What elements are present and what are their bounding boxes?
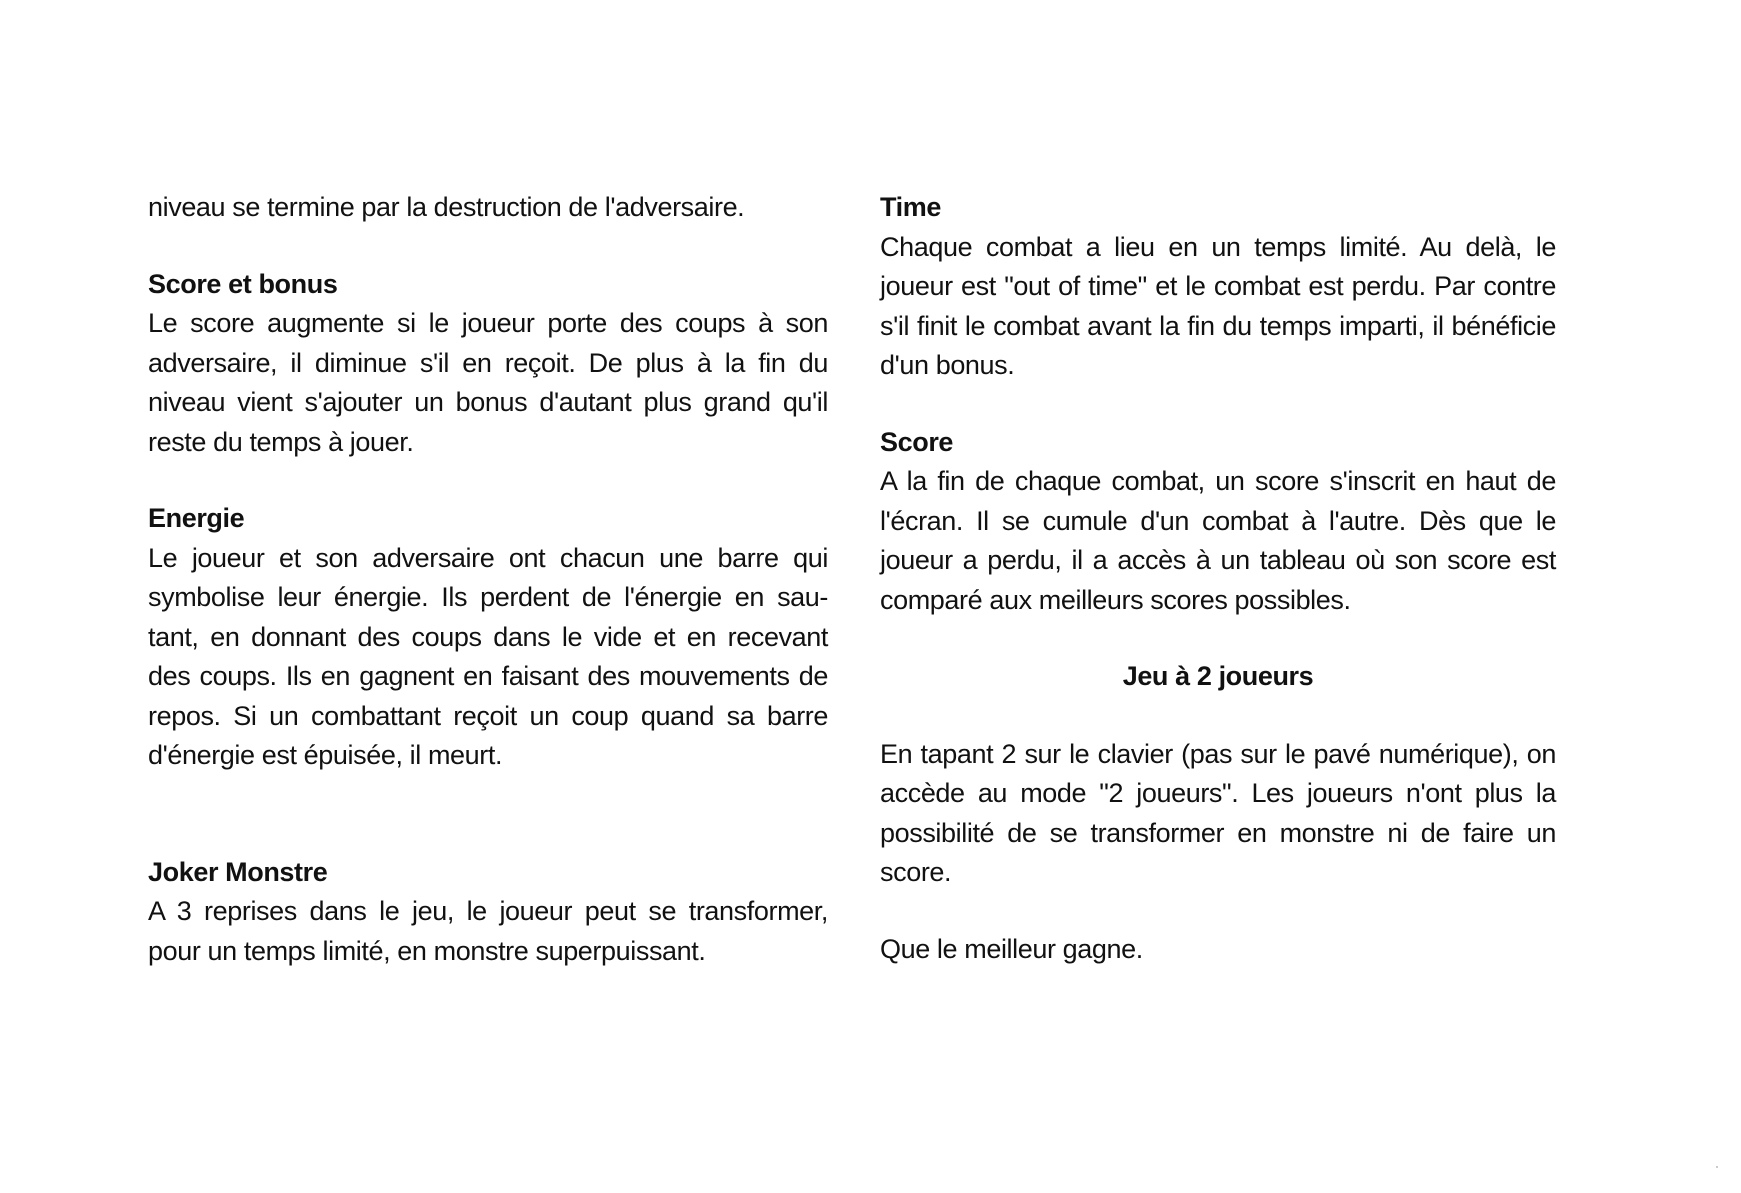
heading-joker-monstre: Joker Monstre	[148, 856, 328, 887]
heading-score-et-bonus: Score et bonus	[148, 268, 338, 299]
heading-two-player: Jeu à 2 joueurs	[1122, 661, 1314, 691]
scan-speck	[1716, 1166, 1718, 1168]
heading-energie: Energie	[148, 503, 245, 533]
paragraph-time: Chaque combat a lieu en un temps limité. Au delà, le joueur est "out of time" et le combat est perdu. Par contre s'il finit le combat avant la fin du temps imparti, il bénéficie d'un bonus.	[880, 231, 1556, 380]
right-column	[880, 188, 1556, 969]
paragraph-joker-monstre: A 3 reprises dans le jeu, le joueur peut se transformer, pour un temps limité, en monstre superpuissant.	[148, 896, 828, 966]
closing-line: Que le meilleur gagne.	[880, 933, 1143, 964]
paragraph-energie: Le joueur et son adversaire ont chacun une barre qui symbolise leur énergie. Ils perdent de l'énergie en sau-tant, en donnant des coups dans le vide et en recevant des coups. Ils en gagnent en faisant des mouvements de repos. Si un combattant reçoit un coup quand sa barre d'énergie est épuisée, il meurt.	[148, 542, 828, 770]
heading-score: Score	[880, 426, 954, 457]
paragraph-score-et-bonus: Le score augmente si le joueur porte des coups à son adversaire, il diminue s'il en reçoit. De plus à la fin du niveau vient s'ajouter un bonus d'autant plus grand qu'il reste du temps à jouer.	[148, 308, 828, 457]
intro-paragraph: niveau se termine par la destruction de l'adversaire.	[148, 192, 745, 222]
paragraph-two-player: En tapant 2 sur le clavier (pas sur le pavé numérique), on accède au mode "2 joueurs". Les joueurs n'ont plus la possibilité de se transformer en monstre ni de faire un score.	[880, 738, 1556, 887]
heading-time: Time	[880, 192, 941, 222]
paragraph-score: A la fin de chaque combat, un score s'inscrit en haut de l'écran. Il se cumule d'un combat à l'autre. Dès que le joueur a perdu, il a accès à un tableau où son score est comparé aux meilleurs scores possibles.	[880, 466, 1556, 615]
left-column	[148, 188, 828, 971]
